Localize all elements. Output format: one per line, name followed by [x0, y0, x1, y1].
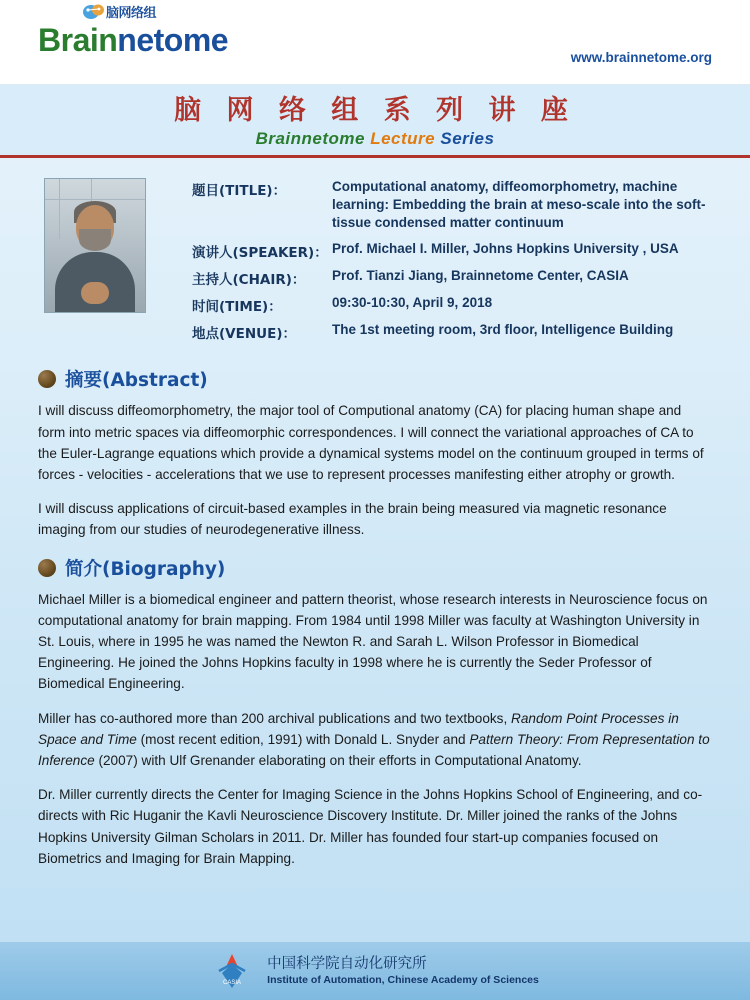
series-title-english [0, 129, 750, 149]
footer-inner [211, 951, 539, 991]
abstract-heading-row [38, 366, 712, 392]
abstract-body [38, 400, 712, 540]
logo-chinese-text: 脑网络组 [106, 5, 157, 20]
field-label-chair: 主持人(CHAIR)： [192, 272, 306, 289]
bullet-icon [38, 559, 56, 577]
field-value-chair: Prof. Tianzi Jiang, Brainnetome Center, CASIA [332, 268, 629, 284]
field-label-speaker: 演讲人(SPEAKER)： [192, 245, 328, 262]
logo-brain-text: Brain [38, 22, 118, 58]
bio-body-paragraph: Miller has co-authored more than 200 archival publications and two textbooks, Random Point Processes in Space and Time (most recent edition, 1991) with Donald L. Snyder and Pattern Theory: From Representation to Inference (2007) with Ulf Grenander elaborating on their efforts in Computational Anatomy. [38, 710, 710, 769]
field-title [192, 178, 712, 231]
logo-netome-text: netome [117, 22, 229, 58]
abstract-heading: 摘要(Abstract) [65, 370, 208, 392]
series-title-word-1: Brainnetome [255, 128, 365, 148]
field-chair [192, 267, 712, 288]
bio-body-paragraph: Michael Miller is a biomedical engineer and pattern theorist, whose research interests in Neuroscience focus on computational anatomy for brain mapping. From 1984 until 1998 Miller was faculty at Washington University in St. Louis, where in 1995 he was named the Newton R. and Sarah L. Wilson Professor in Biomedical Engineering. He joined the Johns Hopkins faculty in 1998 where he is currently the Seder Professor of Biomedical Engineering. [38, 591, 708, 692]
photo-hands [81, 282, 109, 304]
logo-wordmark [38, 5, 229, 58]
footer-institute-cn: 中国科学院自动化研究所 [267, 956, 427, 973]
series-title-word-2: Lecture [370, 128, 436, 148]
bullet-icon [38, 370, 56, 388]
info-fields [192, 178, 712, 348]
lecture-info-block [0, 158, 750, 352]
footer-text [267, 955, 539, 986]
website-url[interactable]: www.brainnetome.org [570, 50, 712, 65]
photo-beard [79, 229, 111, 251]
svg-text:CASIA: CASIA [223, 980, 242, 986]
poster-footer [0, 942, 750, 1000]
field-value-venue: The 1st meeting room, 3rd floor, Intelligence Building [332, 322, 674, 338]
biography-body [38, 589, 712, 869]
field-time [192, 294, 712, 315]
title-band [0, 85, 750, 158]
abstract-body-paragraph: I will discuss applications of circuit-based examples in the brain being measured via magnetic resonance imaging from our studies of neurodegenerative illness. [38, 501, 667, 538]
casia-logo-icon [211, 951, 253, 991]
field-value-time: 09:30-10:30, April 9, 2018 [332, 295, 493, 311]
footer-institute-en: Institute of Automation, Chinese Academy of Sciences [267, 973, 539, 986]
brainnetome-logo [38, 5, 229, 58]
field-speaker [192, 240, 712, 261]
field-label-title: 题目(TITLE)： [192, 183, 287, 199]
speaker-photo [44, 178, 146, 313]
poster-header [0, 0, 750, 85]
field-venue [192, 321, 712, 342]
series-title-chinese: 脑 网 络 组 系 列 讲 座 [174, 95, 576, 126]
biography-section [0, 555, 750, 869]
bio-body-paragraph: Dr. Miller currently directs the Center for Imaging Science in the Johns Hopkins School of Engineering, and co-directs with Ric Huganir the Kavli Neuroscience Discovery Institute. Dr. Miller joined the ranks of the Johns Hopkins University Gilman Scholars in 2011. Dr. Miller has founded four start-up companies focused on Biometrics and Imaging for Brain Mapping. [38, 787, 703, 866]
field-label-venue: 地点(VENUE)： [192, 326, 296, 343]
abstract-section [0, 366, 750, 540]
abstract-body-paragraph: I will discuss diffeomorphometry, the major tool of Computional anatomy (CA) for placing human shape and form into metric spaces via diffeomorphic correspondences. I will connect the variational approaches of CA to the Euler-Lagrange equations which provide a dynamical systems model on the continuum grouped in terms of forces - velocities - accelerations that we use to represent processes manifesting either atrophy or growth. [38, 403, 704, 483]
field-value-title: Computational anatomy, diffeomorphometry, machine learning: Embedding the brain at meso-scale into the soft-tissue condensed matter continuum [332, 179, 706, 230]
biography-heading: 简介(Biography) [65, 558, 226, 580]
series-title-word-3: Series [440, 128, 495, 148]
brain-logo-icon [82, 2, 106, 22]
field-value-speaker: Prof. Michael I. Miller, Johns Hopkins University , USA [332, 241, 679, 257]
biography-heading-row [38, 555, 712, 581]
field-label-time: 时间(TIME)： [192, 299, 282, 316]
